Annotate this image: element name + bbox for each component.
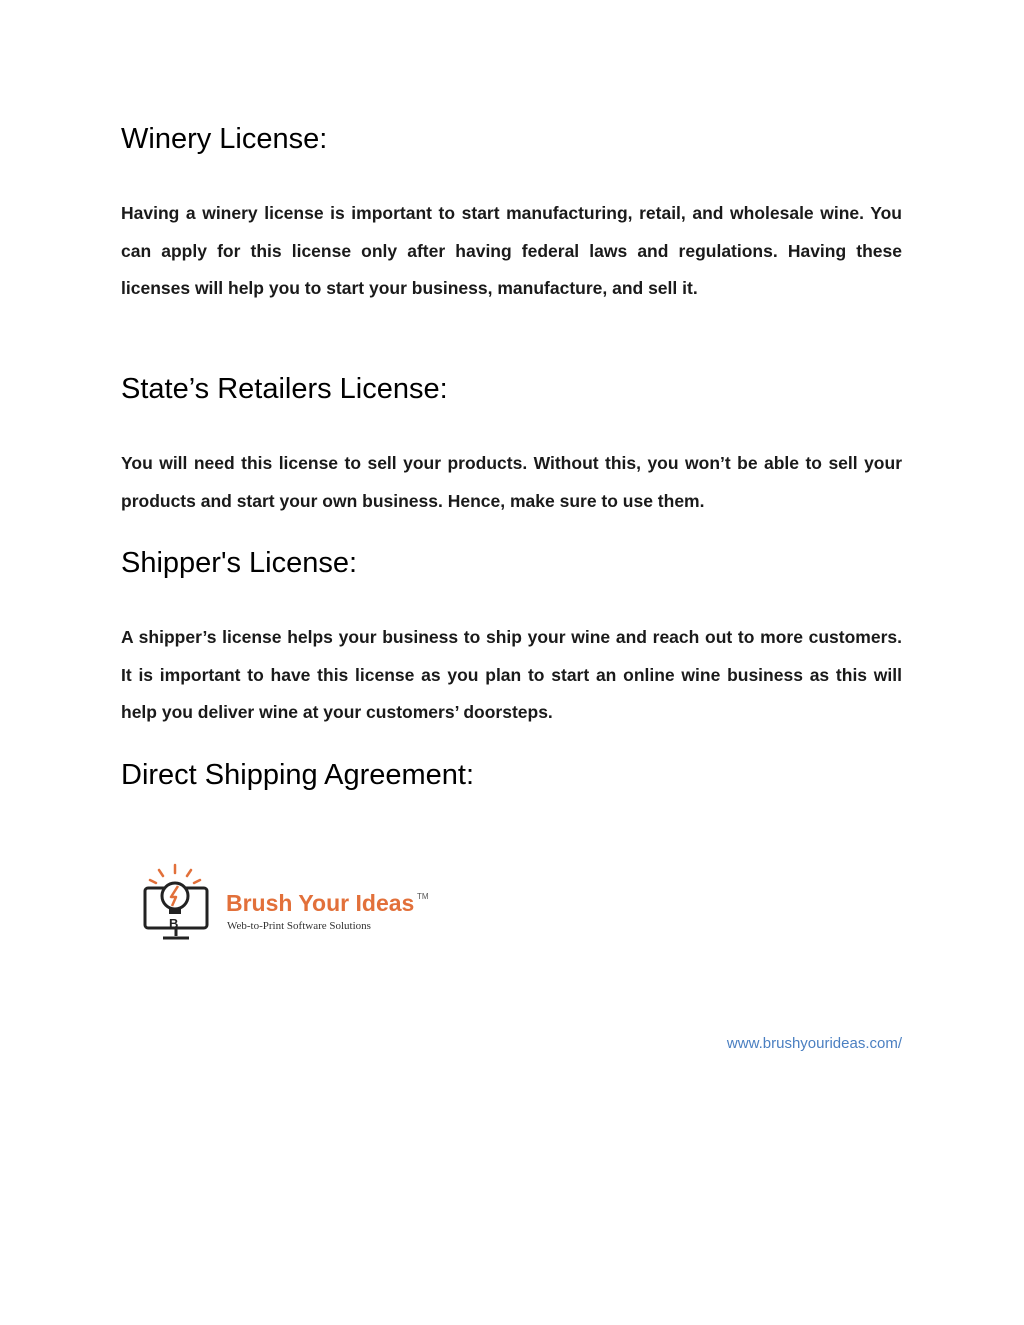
logo-trademark: TM	[417, 892, 429, 901]
logo-wordmark: Brush Your Ideas	[226, 890, 415, 916]
lightbulb-monitor-icon	[123, 862, 219, 946]
logo-tagline: Web-to-Print Software Solutions	[227, 920, 371, 932]
heading-state-retailers-license: State’s Retailers License:	[121, 373, 448, 405]
paragraph-shippers-license: A shipper’s license helps your business to ship your wine and reach out to more customers. It is important to have this license as you plan to start an online wine business as this will help you deliver wine at your customers’ doorsteps.	[121, 627, 902, 722]
heading-direct-shipping-agreement: Direct Shipping Agreement:	[121, 759, 475, 791]
website-link[interactable]: www.brushyourideas.com/	[726, 1035, 902, 1052]
heading-winery-license: Winery License:	[121, 123, 328, 155]
heading-shippers-license: Shipper's License:	[121, 547, 358, 579]
svg-text:B: B	[169, 916, 179, 931]
paragraph-state-retailers-license: You will need this license to sell your products. Without this, you won’t be able to sell your products and start your own business. Hence, make sure to use them.	[121, 453, 902, 511]
paragraph-winery-license: Having a winery license is important to start manufacturing, retail, and wholesale wine. You can apply for this license only after having federal laws and regulations. Having these licenses will help you to start your business, manufacture, and sell it.	[121, 203, 902, 298]
brush-your-ideas-logo	[123, 862, 435, 946]
